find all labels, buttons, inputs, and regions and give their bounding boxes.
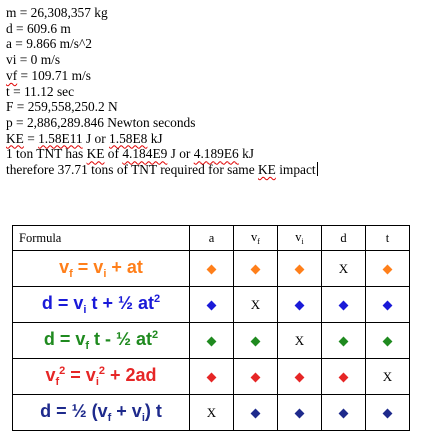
diamond-bullet-icon (339, 336, 349, 346)
force-line: F = 259,558,250.2 N (6, 99, 118, 115)
line-text: J or (82, 130, 110, 146)
cell: X (278, 323, 322, 359)
diamond-bullet-icon (339, 372, 349, 382)
diamond-bullet-icon (295, 408, 305, 418)
table-row (13, 251, 410, 287)
cell (234, 251, 278, 287)
formula-part: d = ½ (v (40, 401, 108, 421)
conclusion-line[interactable] (6, 162, 318, 178)
header-t: t (366, 226, 410, 251)
formula-subscript: i (83, 304, 87, 316)
formula-subscript: i (103, 268, 107, 280)
formula-part: d = v (43, 329, 86, 349)
header-vi (278, 226, 322, 251)
final-velocity-line (6, 68, 318, 84)
diamond-bullet-icon (383, 336, 393, 346)
cell (322, 395, 366, 431)
line-text: impact (275, 162, 316, 178)
spell-flag: 1.58E11 (38, 130, 83, 146)
calculation-text (6, 5, 318, 178)
cell (278, 395, 322, 431)
formula-subscript: i (141, 412, 145, 424)
line-text: = (23, 130, 39, 146)
momentum-line: p = 2,886,289.846 Newton seconds (6, 114, 196, 130)
cell: X (322, 251, 366, 287)
mass-line: m = 26,308,357 kg (6, 5, 108, 20)
header-vf (234, 226, 278, 251)
diamond-bullet-icon (251, 336, 261, 346)
diamond-bullet-icon (251, 372, 261, 382)
diamond-bullet-icon (207, 372, 217, 382)
header-vi-sub: i (301, 237, 304, 246)
header-vf-main: v (251, 230, 258, 244)
spell-flag: KE (258, 162, 276, 178)
formula-part: + at (106, 257, 143, 277)
formula-part: + v (111, 401, 142, 421)
formula-part: = v (65, 365, 96, 385)
line-text: kJ (238, 146, 255, 162)
line-text: = 109.71 m/s (17, 67, 91, 83)
formula-d-vft (13, 323, 190, 359)
spell-flag: 1.58E8 (109, 130, 148, 146)
header-a: a (190, 226, 234, 251)
cell (278, 251, 322, 287)
formula-part: = v (72, 257, 104, 277)
acceleration-line: a = 9.866 m/s^2 (6, 36, 92, 52)
diamond-bullet-icon (251, 264, 261, 274)
header-vi-main: v (295, 230, 302, 244)
formula-d-vit (13, 287, 190, 323)
spell-flag: 4.184E9 (122, 146, 168, 162)
formula-part: ) t (144, 401, 162, 421)
diamond-bullet-icon (339, 408, 349, 418)
text-cursor (317, 162, 318, 176)
formula-vf-vi-at (13, 251, 190, 287)
spell-flag: KE (86, 146, 105, 162)
initial-velocity-line: vi = 0 m/s (6, 52, 61, 68)
table-row (13, 395, 410, 431)
formula-part: d = v (41, 293, 84, 313)
diamond-bullet-icon (295, 300, 305, 310)
formula-d-half-sum (13, 395, 190, 431)
cell (366, 323, 410, 359)
diamond-bullet-icon (383, 300, 393, 310)
header-vf-sub: f (257, 237, 260, 246)
header-formula: Formula (13, 226, 190, 251)
cell: X (190, 395, 234, 431)
formula-superscript: 2 (154, 293, 161, 305)
line-text: therefore 37.71 tons of TNT required for same (6, 162, 258, 178)
diamond-bullet-icon (383, 408, 393, 418)
cell (322, 323, 366, 359)
line-text: 1 ton TNT has (6, 146, 87, 162)
diamond-bullet-icon (207, 336, 217, 346)
cell (322, 359, 366, 395)
formula-subscript: f (55, 376, 60, 388)
formula-subscript: f (107, 412, 112, 424)
cell: X (234, 287, 278, 323)
cell (366, 251, 410, 287)
table-row (13, 359, 410, 395)
formula-superscript: 2 (59, 365, 66, 377)
cell (278, 359, 322, 395)
cell (190, 251, 234, 287)
diamond-bullet-icon (295, 264, 305, 274)
diamond-bullet-icon (383, 264, 393, 274)
distance-line: d = 609.6 m (6, 20, 71, 36)
spell-flag: 4.189E6 (193, 146, 239, 162)
formula-part: v (59, 257, 70, 277)
cell (190, 287, 234, 323)
tnt-energy-line (6, 146, 318, 162)
spell-flag: KE (6, 130, 24, 146)
cell: X (366, 359, 410, 395)
formula-part: t - ½ at (89, 329, 153, 349)
formula-part: + 2ad (105, 365, 157, 385)
formula-superscript: 2 (98, 365, 105, 377)
formula-part: t + ½ at (86, 293, 154, 313)
cell (190, 323, 234, 359)
diamond-bullet-icon (339, 300, 349, 310)
line-text: of (104, 146, 123, 162)
formula-subscript: f (69, 268, 73, 280)
table-row (13, 323, 410, 359)
cell (234, 359, 278, 395)
line-text: J or (167, 146, 194, 162)
cell (278, 287, 322, 323)
table-header-row (13, 226, 410, 251)
line-text: kJ (147, 130, 163, 146)
header-d: d (322, 226, 366, 251)
diamond-bullet-icon (251, 408, 261, 418)
cell (234, 323, 278, 359)
formula-subscript: f (85, 340, 90, 352)
diamond-bullet-icon (295, 372, 305, 382)
spell-flag: vf (6, 67, 18, 83)
formula-part: v (45, 365, 56, 385)
diamond-bullet-icon (207, 264, 217, 274)
cell (366, 287, 410, 323)
cell (366, 395, 410, 431)
cell (190, 359, 234, 395)
kinetic-energy-line (6, 131, 318, 147)
kinematics-formula-table (12, 225, 410, 431)
formula-subscript: i (95, 376, 99, 388)
time-line: t = 11.12 sec (6, 83, 75, 99)
formula-superscript: 2 (152, 329, 159, 341)
cell (234, 395, 278, 431)
formula-vf2-vi2-2ad (13, 359, 190, 395)
cell (322, 287, 366, 323)
table-row (13, 287, 410, 323)
diamond-bullet-icon (207, 300, 217, 310)
